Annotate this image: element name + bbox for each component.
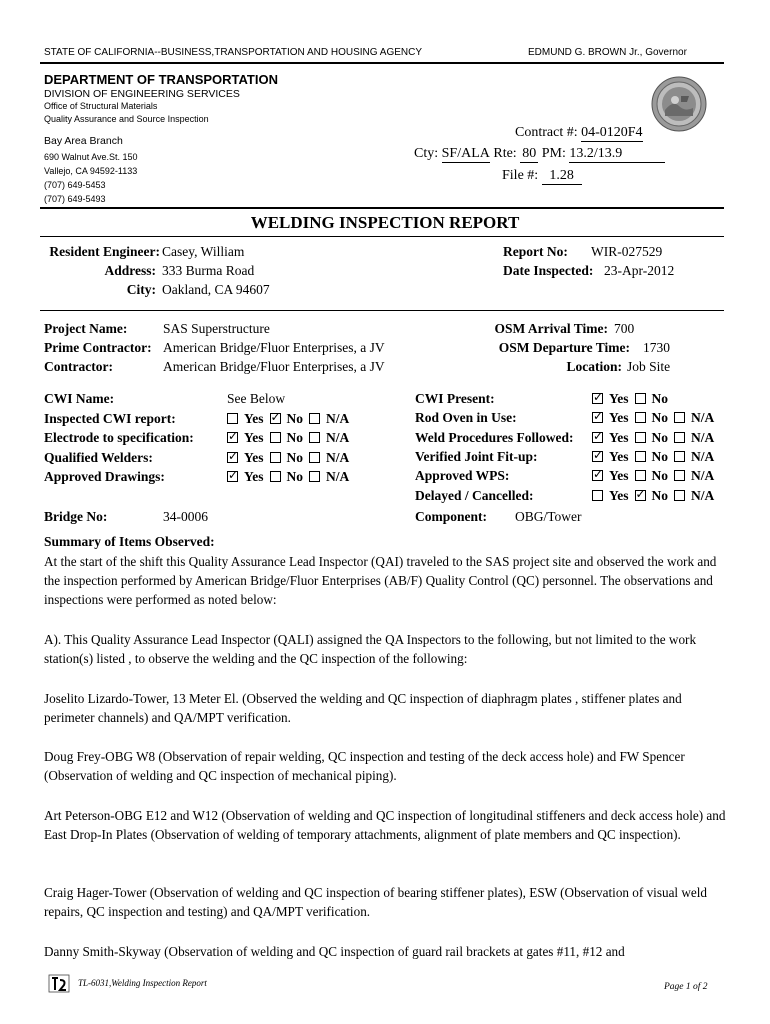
branch-phone-2: (707) 649-5493 xyxy=(44,194,106,204)
checkbox-na[interactable] xyxy=(674,432,685,443)
checkbox-no[interactable] xyxy=(270,471,281,482)
checkbox-no[interactable] xyxy=(270,413,281,424)
checkbox-no[interactable] xyxy=(635,412,646,423)
title-rule xyxy=(40,207,724,209)
option-label: Yes xyxy=(609,468,629,484)
option-yes xyxy=(227,411,264,427)
option-yes xyxy=(592,391,629,407)
address-value: 333 Burma Road xyxy=(162,263,255,278)
option-yes xyxy=(227,469,264,485)
option-no xyxy=(270,430,304,446)
option-yes xyxy=(592,488,629,504)
checkbox-na[interactable] xyxy=(674,451,685,462)
checklist-label: Weld Procedures Followed: xyxy=(415,429,574,445)
option-label: Yes xyxy=(244,411,264,426)
checkbox-yes[interactable] xyxy=(227,452,238,463)
option-label: Yes xyxy=(609,487,629,503)
header-rule xyxy=(40,62,724,64)
checklist-label: Electrode to specification: xyxy=(44,430,194,446)
engineer-label: Resident Engineer: xyxy=(49,244,160,259)
option-label: No xyxy=(286,411,303,426)
checklist-options xyxy=(592,468,720,484)
option-label: N/A xyxy=(326,468,350,484)
route-line xyxy=(414,146,665,163)
checklist-options xyxy=(592,430,720,446)
cty-value: SF/ALA xyxy=(441,146,490,161)
component-value: OBG/Tower xyxy=(515,509,582,524)
option-label: N/A xyxy=(326,449,350,465)
checkbox-yes[interactable] xyxy=(592,470,603,481)
checkbox-yes[interactable] xyxy=(592,451,603,462)
location-value: Job Site xyxy=(627,359,671,374)
option-na xyxy=(674,468,714,484)
checkbox-yes[interactable] xyxy=(592,412,603,423)
option-label: N/A xyxy=(326,430,350,446)
checkbox-no[interactable] xyxy=(635,490,646,501)
component-label: Component: xyxy=(415,509,488,524)
summary-heading: Summary of Items Observed: xyxy=(44,534,215,549)
option-label: No xyxy=(651,429,668,445)
option-yes xyxy=(227,430,264,446)
contract-line xyxy=(515,125,643,142)
checkbox-yes[interactable] xyxy=(592,490,603,501)
checkbox-na[interactable] xyxy=(309,452,320,463)
option-no xyxy=(635,410,669,426)
file-value: 1.28 xyxy=(542,168,582,185)
resident-rule xyxy=(40,310,724,311)
checkbox-na[interactable] xyxy=(309,413,320,424)
option-na xyxy=(309,411,349,427)
option-na xyxy=(309,450,349,466)
option-label: N/A xyxy=(326,411,350,426)
caltrans-logo-icon xyxy=(48,972,70,994)
option-label: N/A xyxy=(691,468,715,484)
checklist-options xyxy=(227,430,355,446)
report-title: WELDING INSPECTION REPORT xyxy=(250,213,520,232)
state-seal-icon xyxy=(651,76,707,132)
checklist-label: Verified Joint Fit-up: xyxy=(415,448,538,464)
checkbox-no[interactable] xyxy=(635,393,646,404)
option-label: Yes xyxy=(244,468,264,484)
checkbox-no[interactable] xyxy=(635,470,646,481)
option-label: Yes xyxy=(609,410,629,426)
report-no-label: Report No: xyxy=(503,244,568,259)
title-underline xyxy=(40,236,724,237)
option-label: N/A xyxy=(691,487,715,503)
option-label: No xyxy=(286,449,303,465)
rte-value: 80 xyxy=(522,146,537,161)
option-na xyxy=(674,488,714,504)
prime-contractor-label: Prime Contractor: xyxy=(44,340,152,355)
checkbox-na[interactable] xyxy=(674,470,685,481)
project-name-value: SAS Superstructure xyxy=(163,321,270,336)
option-label: No xyxy=(651,487,668,503)
option-yes xyxy=(592,410,629,426)
option-label: N/A xyxy=(691,448,715,464)
contract-label: Contract #: xyxy=(515,125,578,140)
checklist-options xyxy=(592,488,720,504)
option-na xyxy=(309,430,349,446)
checkbox-na[interactable] xyxy=(309,471,320,482)
option-label: N/A xyxy=(691,410,715,426)
checkbox-yes[interactable] xyxy=(227,413,238,424)
checklist-label: Inspected CWI report: xyxy=(44,411,176,426)
summary-paragraph: Joselito Lizardo-Tower, 13 Meter El. (Observed the welding and QC inspection of diaphragm plates , stiffener plates and perimeter channels) and QA/MPT verification. xyxy=(44,691,682,725)
checklist-options xyxy=(227,469,355,485)
option-no xyxy=(270,411,304,427)
bridge-label: Bridge No: xyxy=(44,509,108,524)
checkbox-no[interactable] xyxy=(635,432,646,443)
engineer-value: Casey, William xyxy=(162,244,245,259)
file-label: File #: xyxy=(502,168,539,183)
checklist-options xyxy=(592,449,720,465)
option-label: No xyxy=(286,468,303,484)
department-name: DEPARTMENT OF TRANSPORTATION xyxy=(44,72,278,87)
form-name: TL-6031,Welding Inspection Report xyxy=(78,978,207,988)
checkbox-no[interactable] xyxy=(270,432,281,443)
option-label: Yes xyxy=(244,449,264,465)
checkbox-na[interactable] xyxy=(674,412,685,423)
option-na xyxy=(674,430,714,446)
rte-label: Rte: xyxy=(493,146,517,161)
checklist-label: Approved WPS: xyxy=(415,468,510,484)
option-label: Yes xyxy=(609,391,629,406)
option-label: Yes xyxy=(609,448,629,464)
summary-paragraph: Doug Frey-OBG W8 (Observation of repair welding, QC inspection and testing of the deck access hole) and FW Spencer (Observation of welding and QC inspection of mechanical piping). xyxy=(44,749,685,783)
cwi-name-value: See Below xyxy=(227,391,286,406)
arrival-label: OSM Arrival Time: xyxy=(494,321,608,336)
departure-value: 1730 xyxy=(643,340,670,355)
checkbox-na[interactable] xyxy=(674,490,685,501)
option-na xyxy=(309,469,349,485)
qa-name: Quality Assurance and Source Inspection xyxy=(44,114,209,124)
option-yes xyxy=(592,449,629,465)
arrival-value: 700 xyxy=(614,321,635,336)
checklist-label: Rod Oven in Use: xyxy=(415,410,517,426)
checklist-label: CWI Present: xyxy=(415,391,495,406)
option-no xyxy=(635,488,669,504)
option-label: No xyxy=(286,430,303,446)
summary-paragraph: Craig Hager-Tower (Observation of welding and QC inspection of bearing stiffener plates), ESW (Observation of visual weld repairs, QC inspection and testing) and QA/MPT verification. xyxy=(44,885,708,919)
page-number: Page 1 of 2 xyxy=(664,982,708,992)
checkbox-yes[interactable] xyxy=(227,432,238,443)
option-label: No xyxy=(651,391,668,406)
option-na xyxy=(674,449,714,465)
summary-paragraph: At the start of the shift this Quality Assurance Lead Inspector (QAI) traveled to the SAS project site and observed the work and the inspection performed by American Bridge/Fluor Enterprises (AB/F) Quality Control (QC) personnel. The observations and inspections were performed as noted below: xyxy=(44,554,717,607)
checklist-label: Approved Drawings: xyxy=(44,468,165,484)
option-no xyxy=(635,430,669,446)
option-label: No xyxy=(651,468,668,484)
option-label: N/A xyxy=(691,429,715,445)
contract-value: 04-0120F4 xyxy=(581,125,643,140)
checkbox-yes[interactable] xyxy=(227,471,238,482)
summary-paragraph: A). This Quality Assurance Lead Inspector (QALI) assigned the QA Inspectors to the following, but not limited to the work station(s) listed , to observe the welding and the QC inspection of the following: xyxy=(44,632,697,666)
option-yes xyxy=(592,468,629,484)
branch-street: 690 Walnut Ave.St. 150 xyxy=(44,152,138,162)
option-yes xyxy=(592,430,629,446)
option-no xyxy=(635,468,669,484)
checklist-label: Qualified Welders: xyxy=(44,449,153,465)
checkbox-no[interactable] xyxy=(270,452,281,463)
checklist-options xyxy=(592,391,674,407)
city-value: Oakland, CA 94607 xyxy=(162,282,270,297)
file-line xyxy=(502,168,582,185)
project-name-label: Project Name: xyxy=(44,321,128,336)
option-no xyxy=(635,391,669,407)
checklist-label: Delayed / Cancelled: xyxy=(415,487,534,503)
cwi-name-label: CWI Name: xyxy=(44,391,115,406)
summary-paragraph: Danny Smith-Skyway (Observation of welding and QC inspection of guard rail brackets at gates #11, #12 and xyxy=(44,944,625,959)
option-label: No xyxy=(651,410,668,426)
checklist-options xyxy=(227,411,355,427)
checkbox-no[interactable] xyxy=(635,451,646,462)
cty-label: Cty: xyxy=(414,146,439,161)
city-label: City: xyxy=(126,282,156,297)
governor-name: EDMUND G. BROWN Jr., Governor xyxy=(528,47,687,58)
pm-value: 13.2/13.9 xyxy=(569,146,665,163)
option-no xyxy=(270,469,304,485)
contractor-value: American Bridge/Fluor Enterprises, a JV xyxy=(163,359,385,374)
checkbox-yes[interactable] xyxy=(592,393,603,404)
branch-city: Vallejo, CA 94592-1133 xyxy=(44,166,138,176)
date-value: 23-Apr-2012 xyxy=(604,263,675,278)
contractor-label: Contractor: xyxy=(44,359,113,374)
date-label: Date Inspected: xyxy=(503,263,594,278)
bridge-value: 34-0006 xyxy=(163,509,208,524)
option-label: Yes xyxy=(609,429,629,445)
location-label: Location: xyxy=(566,359,622,374)
agency-name: STATE OF CALIFORNIA--BUSINESS,TRANSPORTATION AND HOUSING AGENCY xyxy=(44,47,423,58)
division-name: DIVISION OF ENGINEERING SERVICES xyxy=(44,88,240,100)
address-label: Address: xyxy=(104,263,156,278)
prime-contractor-value: American Bridge/Fluor Enterprises, a JV xyxy=(163,340,385,355)
departure-label: OSM Departure Time: xyxy=(498,340,630,355)
checkbox-na[interactable] xyxy=(309,432,320,443)
checklist-options xyxy=(592,410,720,426)
option-no xyxy=(270,450,304,466)
summary-paragraph: Art Peterson-OBG E12 and W12 (Observation of welding and QC inspection of longitudinal stiffeners and deck access hole) and East Drop-In Plates (Observation of welding of temporary attachments, alignment of plate members and QC inspection). xyxy=(44,808,726,842)
report-no-value: WIR-027529 xyxy=(591,244,663,259)
option-na xyxy=(674,410,714,426)
option-label: No xyxy=(651,448,668,464)
option-label: Yes xyxy=(244,430,264,446)
pm-label: PM: xyxy=(541,146,566,161)
option-yes xyxy=(227,450,264,466)
office-name: Office of Structural Materials xyxy=(44,101,158,111)
option-no xyxy=(635,449,669,465)
checkbox-yes[interactable] xyxy=(592,432,603,443)
branch-phone-1: (707) 649-5453 xyxy=(44,180,106,190)
checklist-options xyxy=(227,450,355,466)
branch-name: Bay Area Branch xyxy=(44,135,123,147)
